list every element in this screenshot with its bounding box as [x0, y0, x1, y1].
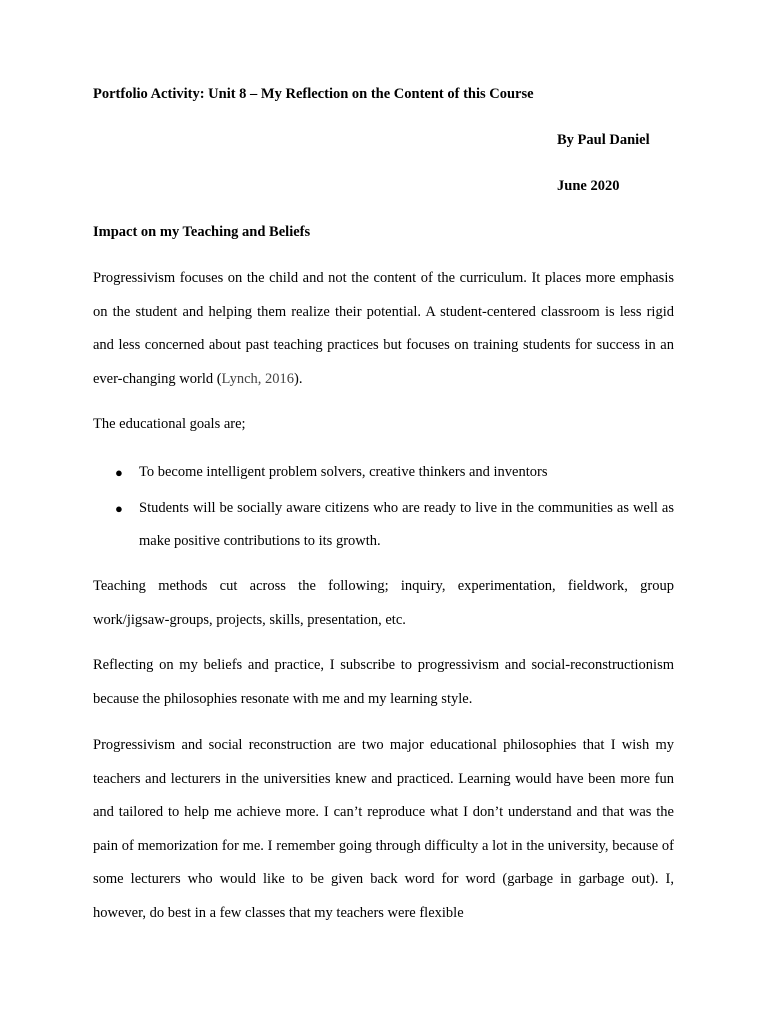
paragraph-text-end: ). [294, 370, 303, 387]
paragraph-progressivism [93, 262, 674, 396]
list-item-text: Students will be socially aware citizens who are ready to live in the communities as well as make positive contributions to its growth. [139, 499, 674, 549]
paragraph-educational-goals: The educational goals are; [93, 416, 246, 432]
section-heading: Impact on my Teaching and Beliefs [93, 224, 311, 240]
list-item [93, 492, 674, 559]
list-item-text: To become intelligent problem solvers, creative thinkers and inventors [139, 464, 548, 480]
paragraph-text: Progressivism focuses on the child and not the content of the curriculum. It places more emphasis on the student and helping them realize their potential. A student-centered classroom is less rigid and less concerned about past teaching practices but focuses on training students for success in an ever-changing world ( [93, 270, 674, 387]
paragraph-teaching-methods: Teaching methods cut across the following; inquiry, experimentation, fieldwork, group work/jigsaw-groups, projects, skills, presentation, etc. [93, 578, 674, 628]
bullet-list [93, 456, 674, 561]
paragraph-philosophies: Progressivism and social reconstruction are two major educational philosophies that I wish my teachers and lecturers in the universities knew and practiced. Learning would have been more fun and tailored to help me achieve more. I can’t reproduce what I don’t understand and that was the pain of memorization for me. I remember going through difficulty a lot in the university, because of some lecturers who would like to be given back word for word (garbage in garbage out). I, however, do best in a few classes that my teachers were flexible [93, 737, 674, 921]
bullet-icon: ● [115, 500, 123, 516]
citation-link: Lynch, 2016 [221, 370, 295, 387]
document-title: Portfolio Activity: Unit 8 – My Reflection on the Content of this Course [93, 86, 534, 102]
paragraph-reflection: Reflecting on my beliefs and practice, I subscribe to progressivism and social-reconstructionism because the philosophies resonate with me and my learning style. [93, 657, 674, 707]
document-date: June 2020 [557, 178, 620, 194]
document-author: By Paul Daniel [557, 132, 650, 148]
list-item [93, 456, 674, 490]
bullet-icon: ● [115, 465, 123, 480]
